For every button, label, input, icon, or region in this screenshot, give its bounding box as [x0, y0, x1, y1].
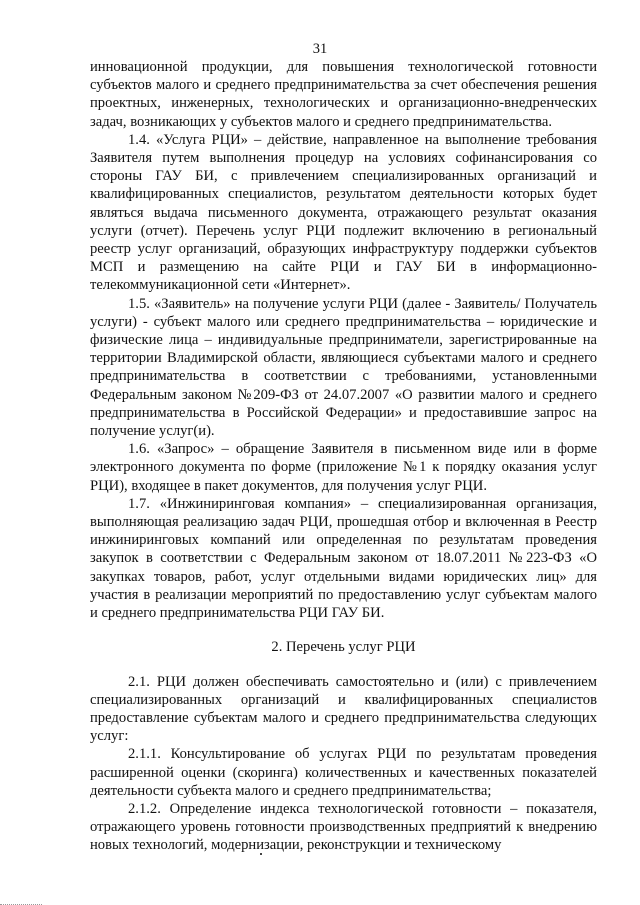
paragraph-2-1-2: 2.1.2. Определение индекса технологической готовности – показателя, отражающего уровень готовности производственных предприятий к внедрению новых технологий, модернизации, реконструкции и техническому [90, 800, 597, 854]
paragraph-1-4: 1.4. «Услуга РЦИ» – действие, направленное на выполнение требования Заявителя путем выполнения процедур на условиях софинансирования со стороны ГАУ БИ, с привлечением специализированных организаций и квалифицированных специалистов, результатом деятельности которых будет являться выдача письменного документа, отражающего результат оказания услуги (отчет). Перечень услуг РЦИ подлежит включению в региональный реестр услуг организаций, образующих инфраструктуру поддержки субъектов МСП и размещению на сайте РЦИ и ГАУ БИ в информационно-телекоммуникационной сети «Интернет». [90, 131, 597, 294]
page-number: 31 [312, 41, 328, 57]
section-heading: 2. Перечень услуг РЦИ [271, 639, 416, 656]
body-text [90, 58, 597, 855]
paragraph-1-7: 1.7. «Инжиниринговая компания» – специализированная организация, выполняющая реализацию задач РЦИ, прошедшая отбор и включенная в Реестр инжиниринговых компаний или определенная по результатам проведения закупок в соответствии с Федеральным законом от 18.07.2011 №223-ФЗ «О закупках товаров, работ, услуг отдельными видами юридических лиц» для участия в реализации мероприятий по предоставлению услуг субъектам малого и среднего предпринимательства РЦИ ГАУ БИ. [90, 495, 597, 622]
paragraph-1-5: 1.5. «Заявитель» на получение услуги РЦИ (далее - Заявитель/ Получатель услуги) - субъект малого или среднего предпринимательства – юридические и физические лица – индивидуальные предприниматели, зарегистрированные на территории Владимирской области, являющиеся субъектами малого и среднего предпринимательства в соответствии с требованиями, установленными Федеральным законом №209-ФЗ от 24.07.2007 «О развитии малого и среднего предпринимательства в Российской Федерации» и предоставившие запрос на получение услуг(и). [90, 295, 597, 440]
scan-dot [260, 853, 262, 855]
paragraph-continuation: инновационной продукции, для повышения технологической готовности субъектов малого и среднего предпринимательства за счет обеспечения решения проектных, инженерных, технологических и организационно-внедренческих задач, возникающих у субъектов малого и среднего предпринимательства. [90, 59, 597, 130]
paragraph-1-6: 1.6. «Запрос» – обращение Заявителя в письменном виде или в форме электронного документа по форме (приложение №1 к порядку оказания услуг РЦИ), входящее в пакет документов, для получения услуг РЦИ. [90, 441, 597, 494]
paragraph-2-1: 2.1. РЦИ должен обеспечивать самостоятельно и (или) с привлечением специализированных организаций и квалифицированных специалистов предоставление субъектам малого и среднего предпринимательства следующих услуг: [90, 673, 597, 745]
paragraph-2-1-1: 2.1.1. Консультирование об услугах РЦИ по результатам проведения расширенной оценки (скоринга) количественных и качественных показателей деятельности субъекта малого и среднего предпринимательства; [90, 746, 597, 799]
